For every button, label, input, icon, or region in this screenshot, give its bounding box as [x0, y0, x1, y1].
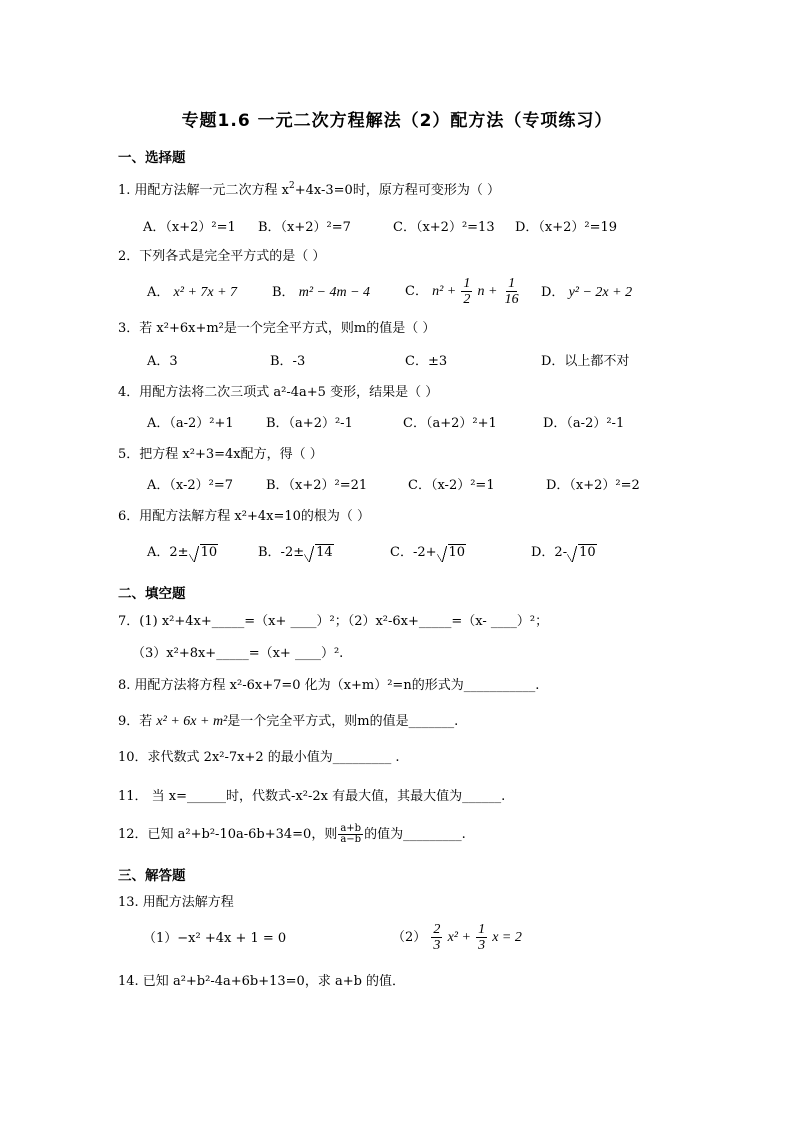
q2-option-c-frac-2: $\frac{1}{16}$	[504, 276, 519, 307]
q1-option-d: D．（x+2）²=19	[515, 220, 618, 235]
q2-option-b-expr: m² − 4m − 4	[298, 285, 371, 300]
q12-frac: $\frac{a+b}{a-b}$	[340, 823, 362, 845]
q2-option-d-label: D．	[541, 285, 565, 300]
question-13: 13. 用配方法解方程	[118, 895, 234, 910]
question-12	[118, 824, 466, 845]
q4-option-d: D．（a-2）²-1	[543, 416, 625, 431]
q2-option-c-frac-1: $\frac{1}{2}$	[463, 276, 471, 307]
section-heading-solve: 三、解答题	[118, 868, 186, 884]
q3-option-a: A．3	[147, 354, 178, 369]
q5-option-b: B．（x+2）²=21	[266, 478, 368, 493]
q3-option-b: B．-3	[270, 354, 306, 369]
q2-option-a-expr: x² + 7x + 7	[173, 285, 238, 300]
page-title: 专题1.6 一元二次方程解法（2）配方法（专项练习）	[181, 111, 613, 131]
q12-post: 的值为_________.	[364, 827, 466, 842]
q2-option-c-expr-mid: n +	[477, 284, 498, 299]
q5-option-c: C．（x-2）²=1	[408, 478, 495, 493]
q2-option-c-label: C．	[405, 284, 428, 299]
q13-expr-post: x = 2	[492, 930, 522, 945]
question-2: 2．下列各式是完全平方式的是（ ）	[118, 249, 326, 264]
q2-option-b	[272, 284, 370, 302]
q6-option-c	[390, 544, 466, 562]
q9-pre: 9．若	[118, 714, 153, 729]
q6-option-b	[258, 544, 334, 562]
question-7-line-1: 7．(1) x²+4x+_____=（x+ ____）²；（2）x²-6x+_____=（x- ____）²；	[118, 614, 549, 629]
q2-option-c-expr-pre: n² +	[432, 284, 457, 299]
q4-option-a: A．（a-2）²+1	[147, 416, 234, 431]
sqrt-icon: 10	[437, 544, 467, 562]
q6-option-d-label: D．2-	[531, 545, 568, 560]
section-heading-choice: 一、选择题	[118, 150, 186, 166]
q2-option-a	[147, 284, 237, 302]
q1-option-b: B．（x+2）²=7	[258, 220, 351, 235]
q1-sup: 2	[289, 181, 295, 191]
question-3: 3．若 x²+6x+m²是一个完全平方式，则m的值是（ ）	[118, 321, 436, 336]
sqrt-icon: 14	[304, 544, 334, 562]
q3-option-c: C．±3	[405, 354, 448, 369]
q5-option-a: A．（x-2）²=7	[147, 478, 234, 493]
question-6: 6．用配方法解方程 x²+4x=10的根为（ ）	[118, 509, 371, 524]
q9-expr: x² + 6x + m²	[156, 714, 228, 729]
q1-text-b: +4x-3=0时，原方程可变形为（ ）	[294, 183, 500, 198]
q6-option-a	[147, 544, 218, 562]
q5-option-d: D．（x+2）²=2	[546, 478, 640, 493]
question-8: 8. 用配方法将方程 x²-6x+7=0 化为（x+m）²=n的形式为___________.	[118, 678, 540, 693]
q6-option-c-label: C．-2+	[390, 545, 437, 560]
q6-option-d	[531, 544, 597, 562]
question-4: 4．用配方法将二次三项式 a²-4a+5 变形，结果是（ ）	[118, 385, 439, 400]
question-9	[118, 713, 458, 731]
question-7-line-2: （3）x²+8x+_____=（x+ ____）².	[132, 646, 344, 661]
q9-post: 是一个完全平方式，则m的值是_______.	[227, 714, 459, 729]
q6-option-b-label: B．-2±	[258, 545, 305, 560]
q2-option-d-expr: y² − 2x + 2	[568, 285, 633, 300]
q12-pre: 12．已知 a²+b²-10a-6b+34=0，则	[118, 827, 338, 842]
q2-option-b-label: B．	[272, 285, 295, 300]
question-11: 11． 当 x=______时，代数式-x²-2x 有最大值，其最大值为______.	[118, 789, 506, 804]
q13-frac-2: $\frac{1}{3}$	[478, 922, 486, 953]
q13-expr-mid: x² +	[447, 930, 471, 945]
q2-option-a-label: A．	[147, 285, 170, 300]
q1-text-a: 1. 用配方法解一元二次方程 x	[118, 183, 289, 198]
section-heading-fill: 二、填空题	[118, 586, 186, 602]
q4-option-b: B．（a+2）²-1	[266, 416, 353, 431]
q2-option-d	[541, 284, 632, 302]
q13-part-1: （1）−x² +4x + 1 = 0	[143, 931, 287, 946]
question-1	[118, 182, 500, 200]
q4-option-c: C．（a+2）²+1	[403, 416, 497, 431]
q13-part-2	[392, 920, 522, 956]
q1-option-a: A．（x+2）²=1	[143, 220, 236, 235]
q13-frac-1: $\frac{2}{3}$	[433, 922, 441, 953]
q6-option-a-label: A．2±	[147, 545, 189, 560]
sqrt-icon: 10	[567, 544, 597, 562]
q2-option-c	[405, 274, 522, 310]
sqrt-icon: 10	[189, 544, 219, 562]
q13-part-2-label: （2）	[392, 930, 427, 945]
question-5: 5．把方程 x²+3=4x配方，得（ ）	[118, 447, 323, 462]
q3-option-d: D．以上都不对	[541, 354, 630, 369]
q1-option-c: C．（x+2）²=13	[393, 220, 495, 235]
question-10: 10．求代数式 2x²-7x+2 的最小值为_________ .	[118, 750, 400, 765]
question-14: 14. 已知 a²+b²-4a+6b+13=0，求 a+b 的值．	[118, 974, 406, 989]
